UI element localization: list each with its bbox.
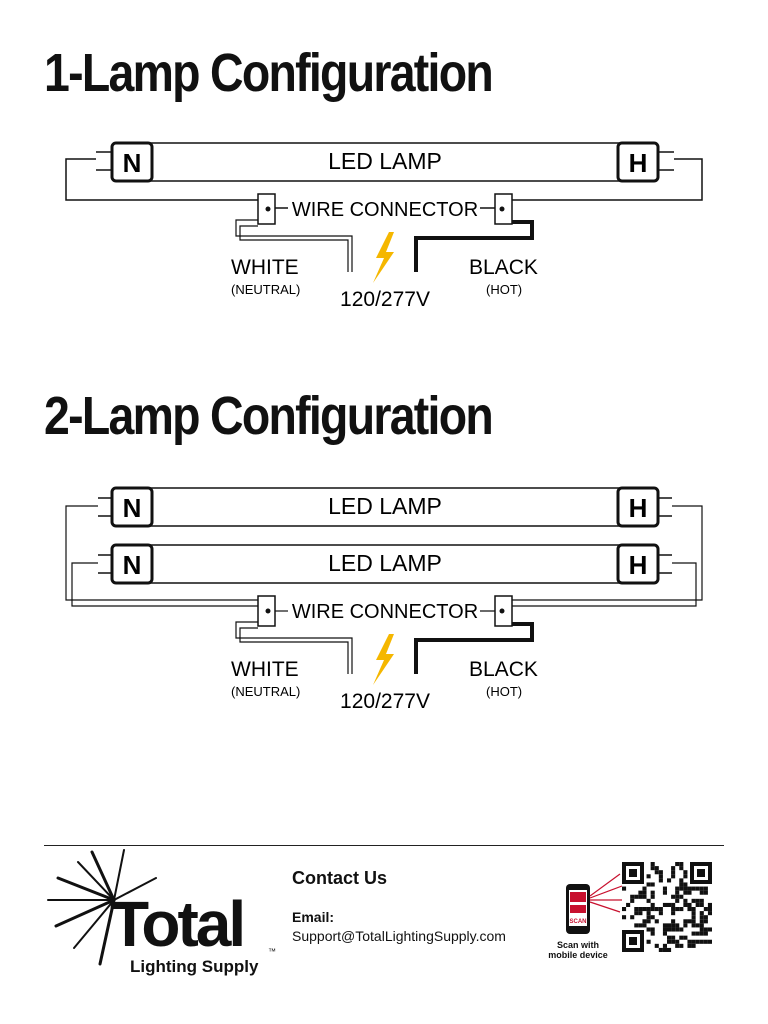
lamp-label: LED LAMP — [328, 550, 442, 576]
scan-caption-line-1: Scan with — [556, 940, 599, 950]
wire-connectors — [258, 596, 512, 626]
hot-end-label: H — [628, 148, 648, 178]
email-label: Email: — [292, 909, 335, 925]
white-label: WHITE — [231, 658, 299, 681]
heading-1-lamp: 1-Lamp Configuration — [44, 43, 493, 103]
lamp-tube — [112, 143, 658, 181]
diagram-1-lamp — [0, 130, 768, 330]
connector-label: WIRE CONNECTOR — [291, 199, 479, 221]
footer-divider — [44, 845, 724, 846]
voltage-label: 120/277V — [340, 288, 430, 311]
voltage-label: 120/277V — [340, 690, 430, 713]
neutral-label: (NEUTRAL) — [231, 282, 301, 297]
email-link[interactable]: Support@TotalLightingSupply.com — [292, 928, 506, 944]
company-logo — [44, 848, 284, 978]
lightning-bolt-icon — [373, 232, 394, 283]
diagram-2-lamp — [0, 475, 768, 720]
qr-code-icon[interactable] — [622, 862, 712, 952]
lamp-tube-top — [112, 488, 658, 526]
logo-word: Total — [110, 888, 244, 960]
smartphone-icon — [560, 868, 624, 940]
wire-connectors — [258, 194, 512, 224]
hot-end-label: H — [628, 493, 648, 523]
white-label: WHITE — [231, 256, 299, 279]
black-label: BLACK — [469, 658, 538, 681]
neutral-end-label: N — [122, 493, 142, 523]
hot-label: (HOT) — [486, 282, 523, 297]
neutral-end-label: N — [122, 550, 142, 580]
black-label: BLACK — [469, 256, 538, 279]
scan-caption — [546, 940, 610, 960]
scan-caption-line-2: mobile device — [548, 950, 608, 960]
hot-end-label: H — [628, 550, 648, 580]
lamp-label: LED LAMP — [328, 148, 442, 174]
connector-label: WIRE CONNECTOR — [291, 601, 479, 623]
lamp-tube-bottom — [112, 545, 658, 583]
neutral-end-label: N — [122, 148, 142, 178]
neutral-label: (NEUTRAL) — [231, 684, 301, 699]
lightning-bolt-icon — [373, 634, 394, 685]
logo-tm: ™ — [268, 947, 276, 956]
contact-title: Contact Us — [292, 868, 388, 888]
hot-label: (HOT) — [486, 684, 523, 699]
phone-scan-label: SCAN — [569, 919, 587, 925]
heading-2-lamp: 2-Lamp Configuration — [44, 386, 493, 446]
lamp-label: LED LAMP — [328, 493, 442, 519]
logo-subtitle: Lighting Supply — [130, 957, 259, 976]
